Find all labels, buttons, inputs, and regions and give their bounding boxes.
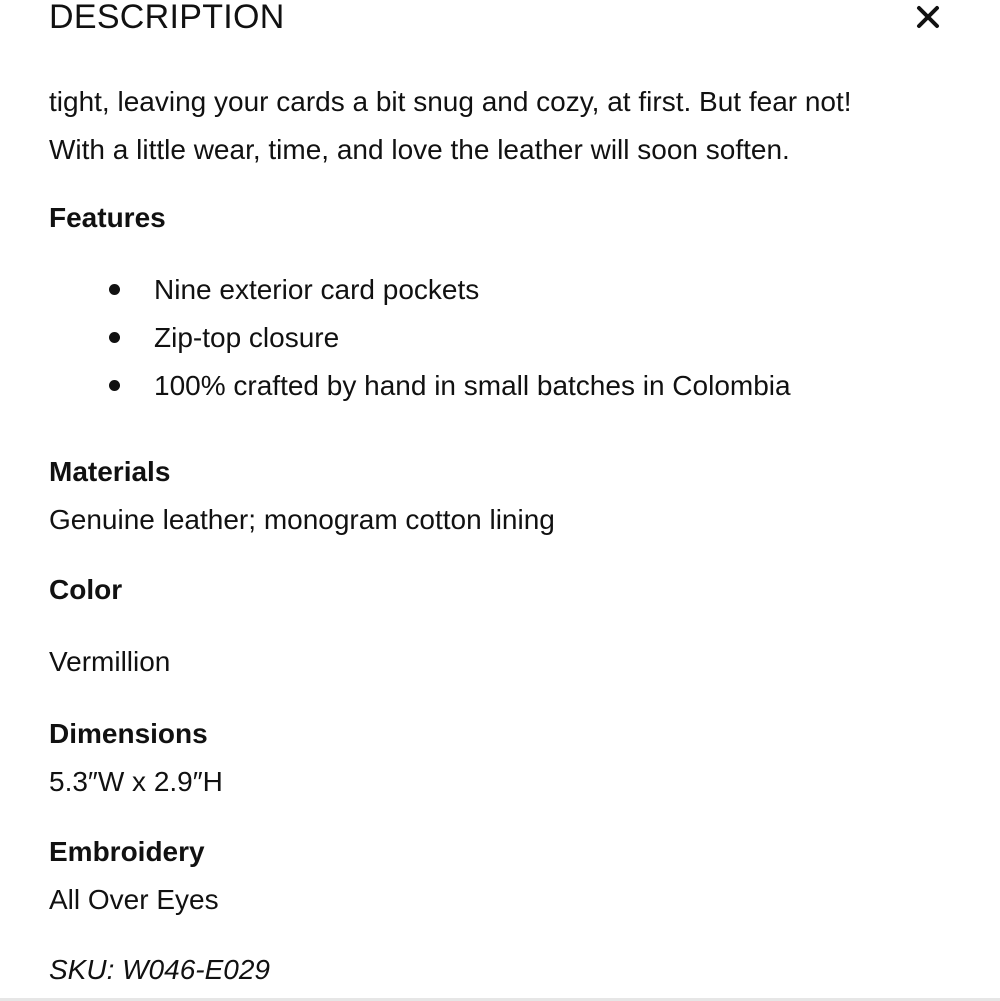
- description-line-2: With a little wear, time, and love the leather will soon soften.: [49, 134, 790, 165]
- feature-label: Nine exterior card pockets: [154, 274, 480, 305]
- feature-item: [109, 314, 969, 362]
- materials-value: Genuine leather; monogram cotton lining: [49, 504, 555, 535]
- embroidery-value: All Over Eyes: [49, 884, 219, 915]
- feature-item: [109, 266, 969, 314]
- dimensions-heading: Dimensions: [49, 718, 208, 749]
- feature-label: 100% crafted by hand in small batches in Colombia: [154, 370, 791, 401]
- features-list: [49, 266, 969, 410]
- color-value: Vermillion: [49, 646, 171, 677]
- feature-item: [109, 362, 969, 410]
- panel-title: DESCRIPTION: [49, 0, 285, 36]
- color-heading: Color: [49, 574, 123, 605]
- bullet-icon: [109, 332, 120, 343]
- description-line-1: tight, leaving your cards a bit snug and cozy, at first. But fear not!: [49, 86, 852, 117]
- bullet-icon: [109, 284, 120, 295]
- feature-label: Zip-top closure: [154, 322, 340, 353]
- dimensions-value: 5.3″W x 2.9″H: [49, 766, 223, 797]
- description-text: [49, 78, 969, 174]
- sku-text: SKU: W046-E029: [49, 954, 270, 985]
- description-content: [49, 78, 969, 994]
- materials-heading: Materials: [49, 456, 171, 487]
- close-icon: [915, 4, 941, 30]
- features-heading: Features: [49, 202, 166, 233]
- description-header: [49, 0, 949, 36]
- close-button[interactable]: [915, 4, 941, 30]
- embroidery-heading: Embroidery: [49, 836, 205, 867]
- bullet-icon: [109, 380, 120, 391]
